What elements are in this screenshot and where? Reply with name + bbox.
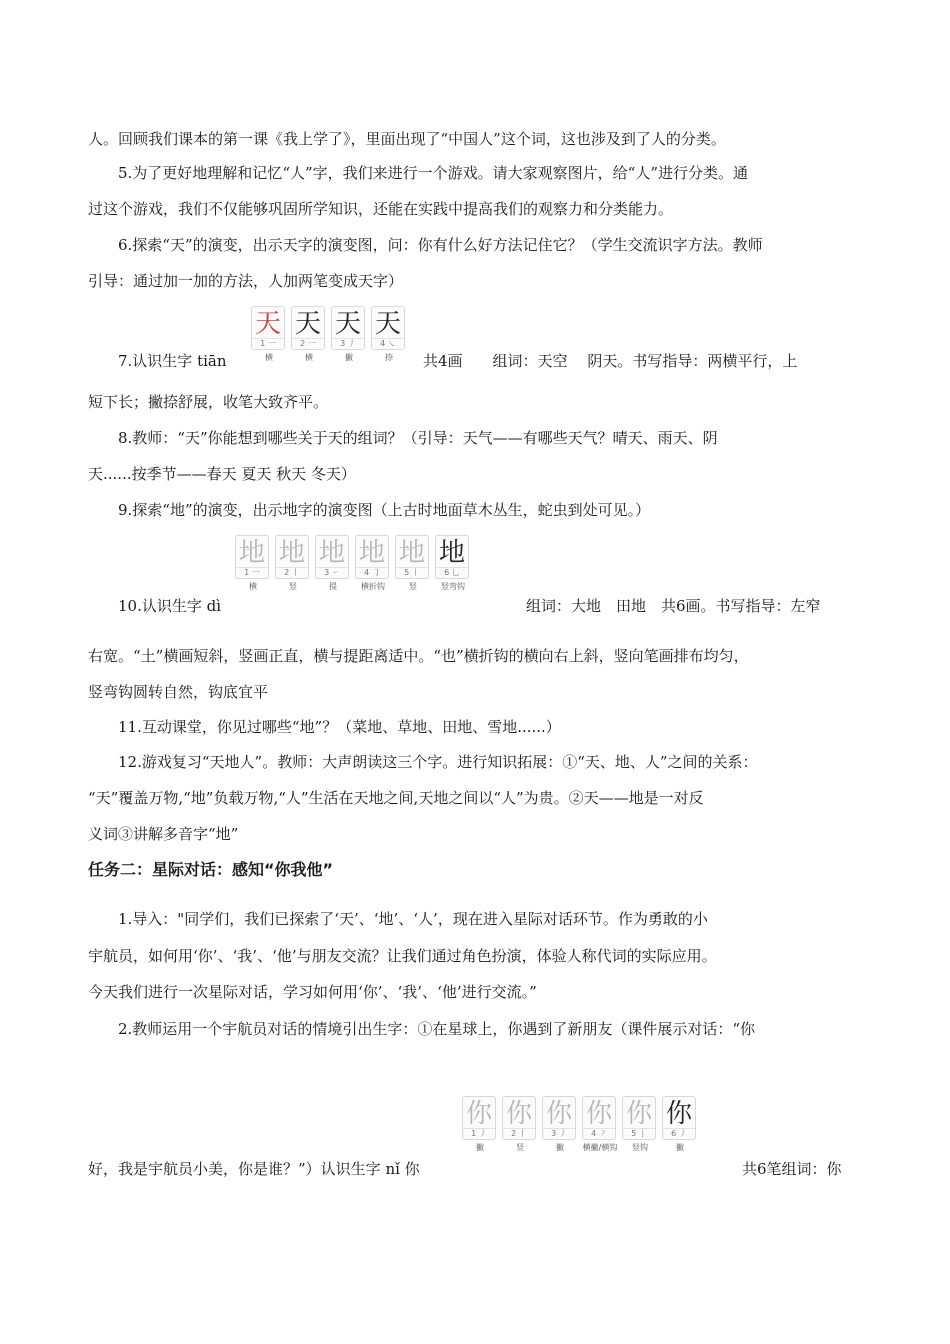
stroke-step (582, 1096, 618, 1153)
stroke-number: 4 ㇇ (583, 1128, 615, 1138)
stroke-box (435, 535, 469, 579)
stroke-number: 4 ㇏ (372, 338, 404, 348)
stroke-number: 5 丨 (396, 567, 428, 577)
text-line: 右宽。“土”横画短斜，竖画正直，横与提距离适中。“也”横折钩的横向右上斜，竖向笔画排布均匀， (88, 647, 749, 665)
stroke-glyph: 地 (278, 538, 305, 568)
stroke-name: 横折钩 (361, 582, 385, 591)
text-line: 5.为了更好地理解和记忆“人”字，我们来进行一个游戏。请大家观察图片，给“人”进行分类。通 (118, 164, 748, 182)
stroke-box (662, 1096, 696, 1140)
text-line: 宇航员，如何用‘你’、‘我’、‘他’与朋友交流？让我们通过角色扮演，体验人称代词的实际应用。 (88, 947, 717, 965)
text-line: 共6笔组词：你 (742, 1160, 842, 1178)
stroke-glyph: 地 (358, 538, 385, 568)
stroke-name: 横 (265, 353, 273, 362)
stroke-name: 横撇/横钩 (582, 1143, 618, 1152)
stroke-name: 竖 (289, 582, 297, 591)
stroke-step (331, 306, 367, 363)
stroke-glyph: 天 (374, 309, 401, 339)
stroke-name: 竖弯钩 (441, 582, 465, 591)
text-line: 义词③讲解多音字“地” (88, 825, 239, 843)
text-line: 短下长；撇捺舒展，收笔大致齐平。 (88, 393, 329, 411)
stroke-glyph: 天 (254, 309, 281, 339)
stroke-box (291, 306, 325, 350)
stroke-number: 3 丿 (332, 338, 364, 348)
stroke-step (315, 535, 351, 592)
stroke-number: 1 丿 (463, 1128, 495, 1138)
text-line: 9.探索“地”的演变，出示地字的演变图（上古时地面草木丛生，蛇虫到处可见。） (118, 501, 651, 519)
text-line: 过这个游戏，我们不仅能够巩固所学知识，还能在实践中提高我们的观察力和分类能力。 (88, 200, 674, 218)
stroke-step (291, 306, 327, 363)
stroke-number: 1 一 (236, 567, 268, 577)
text-line: 引导：通过加一加的方法，人加两笔变成天字） (88, 272, 404, 290)
stroke-name: 撇 (676, 1143, 684, 1152)
stroke-step (395, 535, 431, 592)
stroke-number: 5 亅 (623, 1128, 655, 1138)
stroke-box (315, 535, 349, 579)
di-stroke-order-strip (235, 535, 471, 592)
stroke-box (355, 535, 389, 579)
stroke-step (275, 535, 311, 592)
text-line: 组词：大地 田地 共6画。书写指导：左窄 (526, 597, 821, 615)
stroke-number: 6 丿 (663, 1128, 695, 1138)
stroke-step (622, 1096, 658, 1153)
stroke-number: 3 ㇀ (316, 567, 348, 577)
text-line: 今天我们进行一次星际对话，学习如何用‘你’、‘我’、‘他’进行交流。” (88, 983, 537, 1001)
stroke-box (622, 1096, 656, 1140)
stroke-name: 竖钩 (632, 1143, 648, 1152)
stroke-glyph: 你 (465, 1099, 492, 1129)
text-line: 10.认识生字 dì (118, 597, 222, 615)
stroke-step (371, 306, 407, 363)
ni-stroke-order-strip (462, 1096, 698, 1153)
stroke-glyph: 地 (238, 538, 265, 568)
stroke-number: 1 一 (252, 338, 284, 348)
stroke-box (275, 535, 309, 579)
stroke-name: 撇 (345, 353, 353, 362)
stroke-number: 6 乚 (436, 567, 468, 577)
stroke-glyph: 你 (585, 1099, 612, 1129)
stroke-box (235, 535, 269, 579)
stroke-glyph: 你 (625, 1099, 652, 1129)
stroke-glyph: 你 (665, 1099, 692, 1129)
stroke-name: 竖 (516, 1143, 524, 1152)
stroke-name: 撇 (476, 1143, 484, 1152)
stroke-step (462, 1096, 498, 1153)
stroke-step (662, 1096, 698, 1153)
text-line: 7.认识生字 tiān (118, 352, 227, 370)
stroke-glyph: 天 (294, 309, 321, 339)
text-line: 竖弯钩圆转自然，钩底宜平 (88, 683, 269, 701)
stroke-step (435, 535, 471, 592)
stroke-box (502, 1096, 536, 1140)
text-line: 共4画 组词：天空 阴天。书写指导：两横平行，上 (423, 352, 798, 370)
stroke-glyph: 地 (318, 538, 345, 568)
stroke-step (502, 1096, 538, 1153)
stroke-box (371, 306, 405, 350)
stroke-name: 提 (329, 582, 337, 591)
stroke-number: 2 丨 (503, 1128, 535, 1138)
stroke-box (331, 306, 365, 350)
stroke-glyph: 天 (334, 309, 361, 339)
stroke-glyph: 你 (505, 1099, 532, 1129)
stroke-step (355, 535, 391, 592)
stroke-name: 撇 (556, 1143, 564, 1152)
text-line: 好，我是宇航员小美，你是谁？”）认识生字 nǐ 你 (88, 1160, 420, 1178)
stroke-name: 捺 (385, 353, 393, 362)
text-line: 天......按季节——春天 夏天 秋天 冬天） (88, 465, 356, 483)
section-heading: 任务二：星际对话：感知“你我他” (88, 860, 334, 879)
stroke-name: 竖 (409, 582, 417, 591)
stroke-number: 2 一 (292, 338, 324, 348)
stroke-box (462, 1096, 496, 1140)
stroke-name: 横 (249, 582, 257, 591)
stroke-glyph: 你 (545, 1099, 572, 1129)
stroke-step (542, 1096, 578, 1153)
tian-stroke-order-strip (251, 306, 407, 363)
stroke-glyph: 地 (438, 538, 465, 568)
stroke-number: 3 丿 (543, 1128, 575, 1138)
stroke-number: 2 丨 (276, 567, 308, 577)
stroke-name: 横 (305, 353, 313, 362)
stroke-box (542, 1096, 576, 1140)
text-line: 1.导入："同学们，我们已探索了‘天’、‘地’、‘人’，现在进入星际对话环节。作为勇敢的小 (118, 910, 708, 928)
stroke-box (582, 1096, 616, 1140)
text-line: 人。回顾我们课本的第一课《我上学了》，里面出现了“中国人”这个词，这也涉及到了人的分类。 (88, 130, 726, 148)
stroke-step (235, 535, 271, 592)
stroke-box (395, 535, 429, 579)
stroke-box (251, 306, 285, 350)
stroke-number: 4 ㇆ (356, 567, 388, 577)
text-line: 11.互动课堂，你见过哪些“地”？（菜地、草地、田地、雪地......） (118, 718, 561, 736)
text-line: “天”覆盖万物,“地”负载万物,“人”生活在天地之间,天地之间以“人”为贵。②天——地是一对反 (88, 789, 704, 807)
text-line: 8.教师：“天”你能想到哪些关于天的组词？（引导：天气——有哪些天气？晴天、雨天、阴 (118, 429, 718, 447)
stroke-glyph: 地 (398, 538, 425, 568)
text-line: 2.教师运用一个宇航员对话的情境引出生字：①在星球上，你遇到了新朋友（课件展示对话：“你 (118, 1020, 755, 1038)
text-line: 6.探索“天”的演变，出示天字的演变图，问：你有什么好方法记住它？（学生交流识字方法。教师 (118, 236, 763, 254)
text-line: 12.游戏复习“天地人”。教师：大声朗读这三个字。进行知识拓展：①“天、地、人”之间的关系： (118, 753, 758, 771)
